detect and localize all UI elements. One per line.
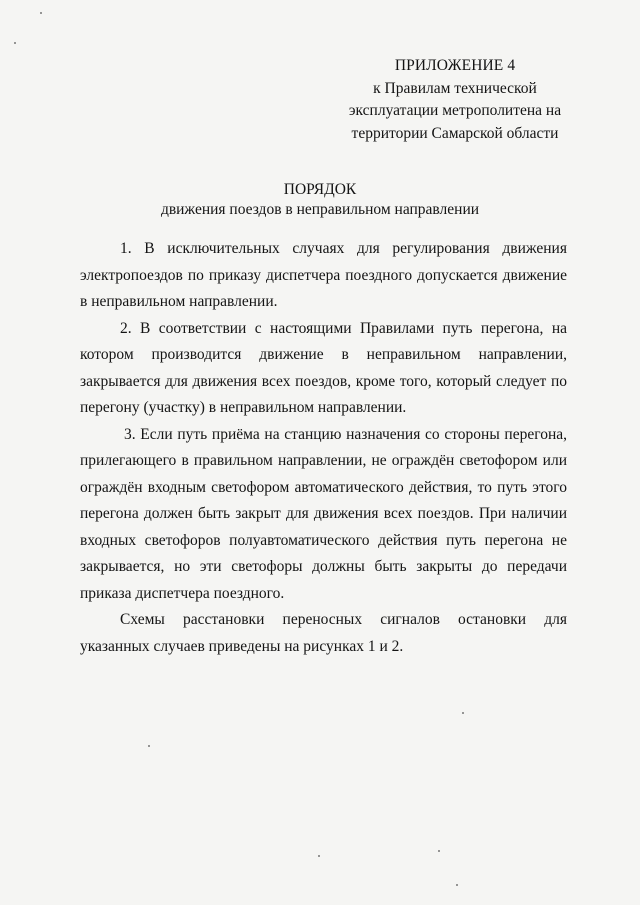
paragraph-3: 3. Если путь приёма на станцию назначения со стороны перегона, прилегающего в правильном направлении, не ограждён светофором или ограждён входным светофором автоматического действия, то путь этого перегона должен быть закрыт для движения всех поездов. При наличии входных светофоров полуавтоматического действия путь перегона не закрывается, но эти светофоры должны быть закрыты до передачи приказа диспетчера поездного. [80,425,567,602]
paragraph-4: Схемы расстановки переносных сигналов остановки для указанных случаев приведены на рисунках 1 и 2. [80,611,567,655]
appendix-line-3: территории Самарской области [351,124,559,142]
document-title-block [0,180,640,220]
document-title: ПОРЯДОК [283,181,357,198]
document-body [80,236,567,660]
paragraph-1: 1. В исключительных случаях для регулирования движения электропоездов по приказу диспетчера поездного допускается движение в неправильном направлении. [80,240,567,310]
scan-speck [14,42,16,44]
scan-speck [148,745,150,747]
appendix-line-1: к Правилам технической [373,79,537,97]
scan-speck [318,855,320,857]
scan-speck [456,884,458,886]
appendix-line-2: эксплуатации метрополитена на [348,102,562,119]
scan-speck [438,850,440,852]
scan-speck [462,712,464,714]
appendix-title: ПРИЛОЖЕНИЕ 4 [394,57,516,74]
appendix-header [340,55,570,145]
paragraph-2: 2. В соответствии с настоящими Правилами путь перегона, на котором производится движение в неправильном направлении, закрывается для движения всех поездов, кроме того, который следует по перегону (участку) в неправильном направлении. [80,319,567,416]
scan-speck [40,12,42,14]
document-subtitle: движения поездов в неправильном направлении [160,201,480,218]
